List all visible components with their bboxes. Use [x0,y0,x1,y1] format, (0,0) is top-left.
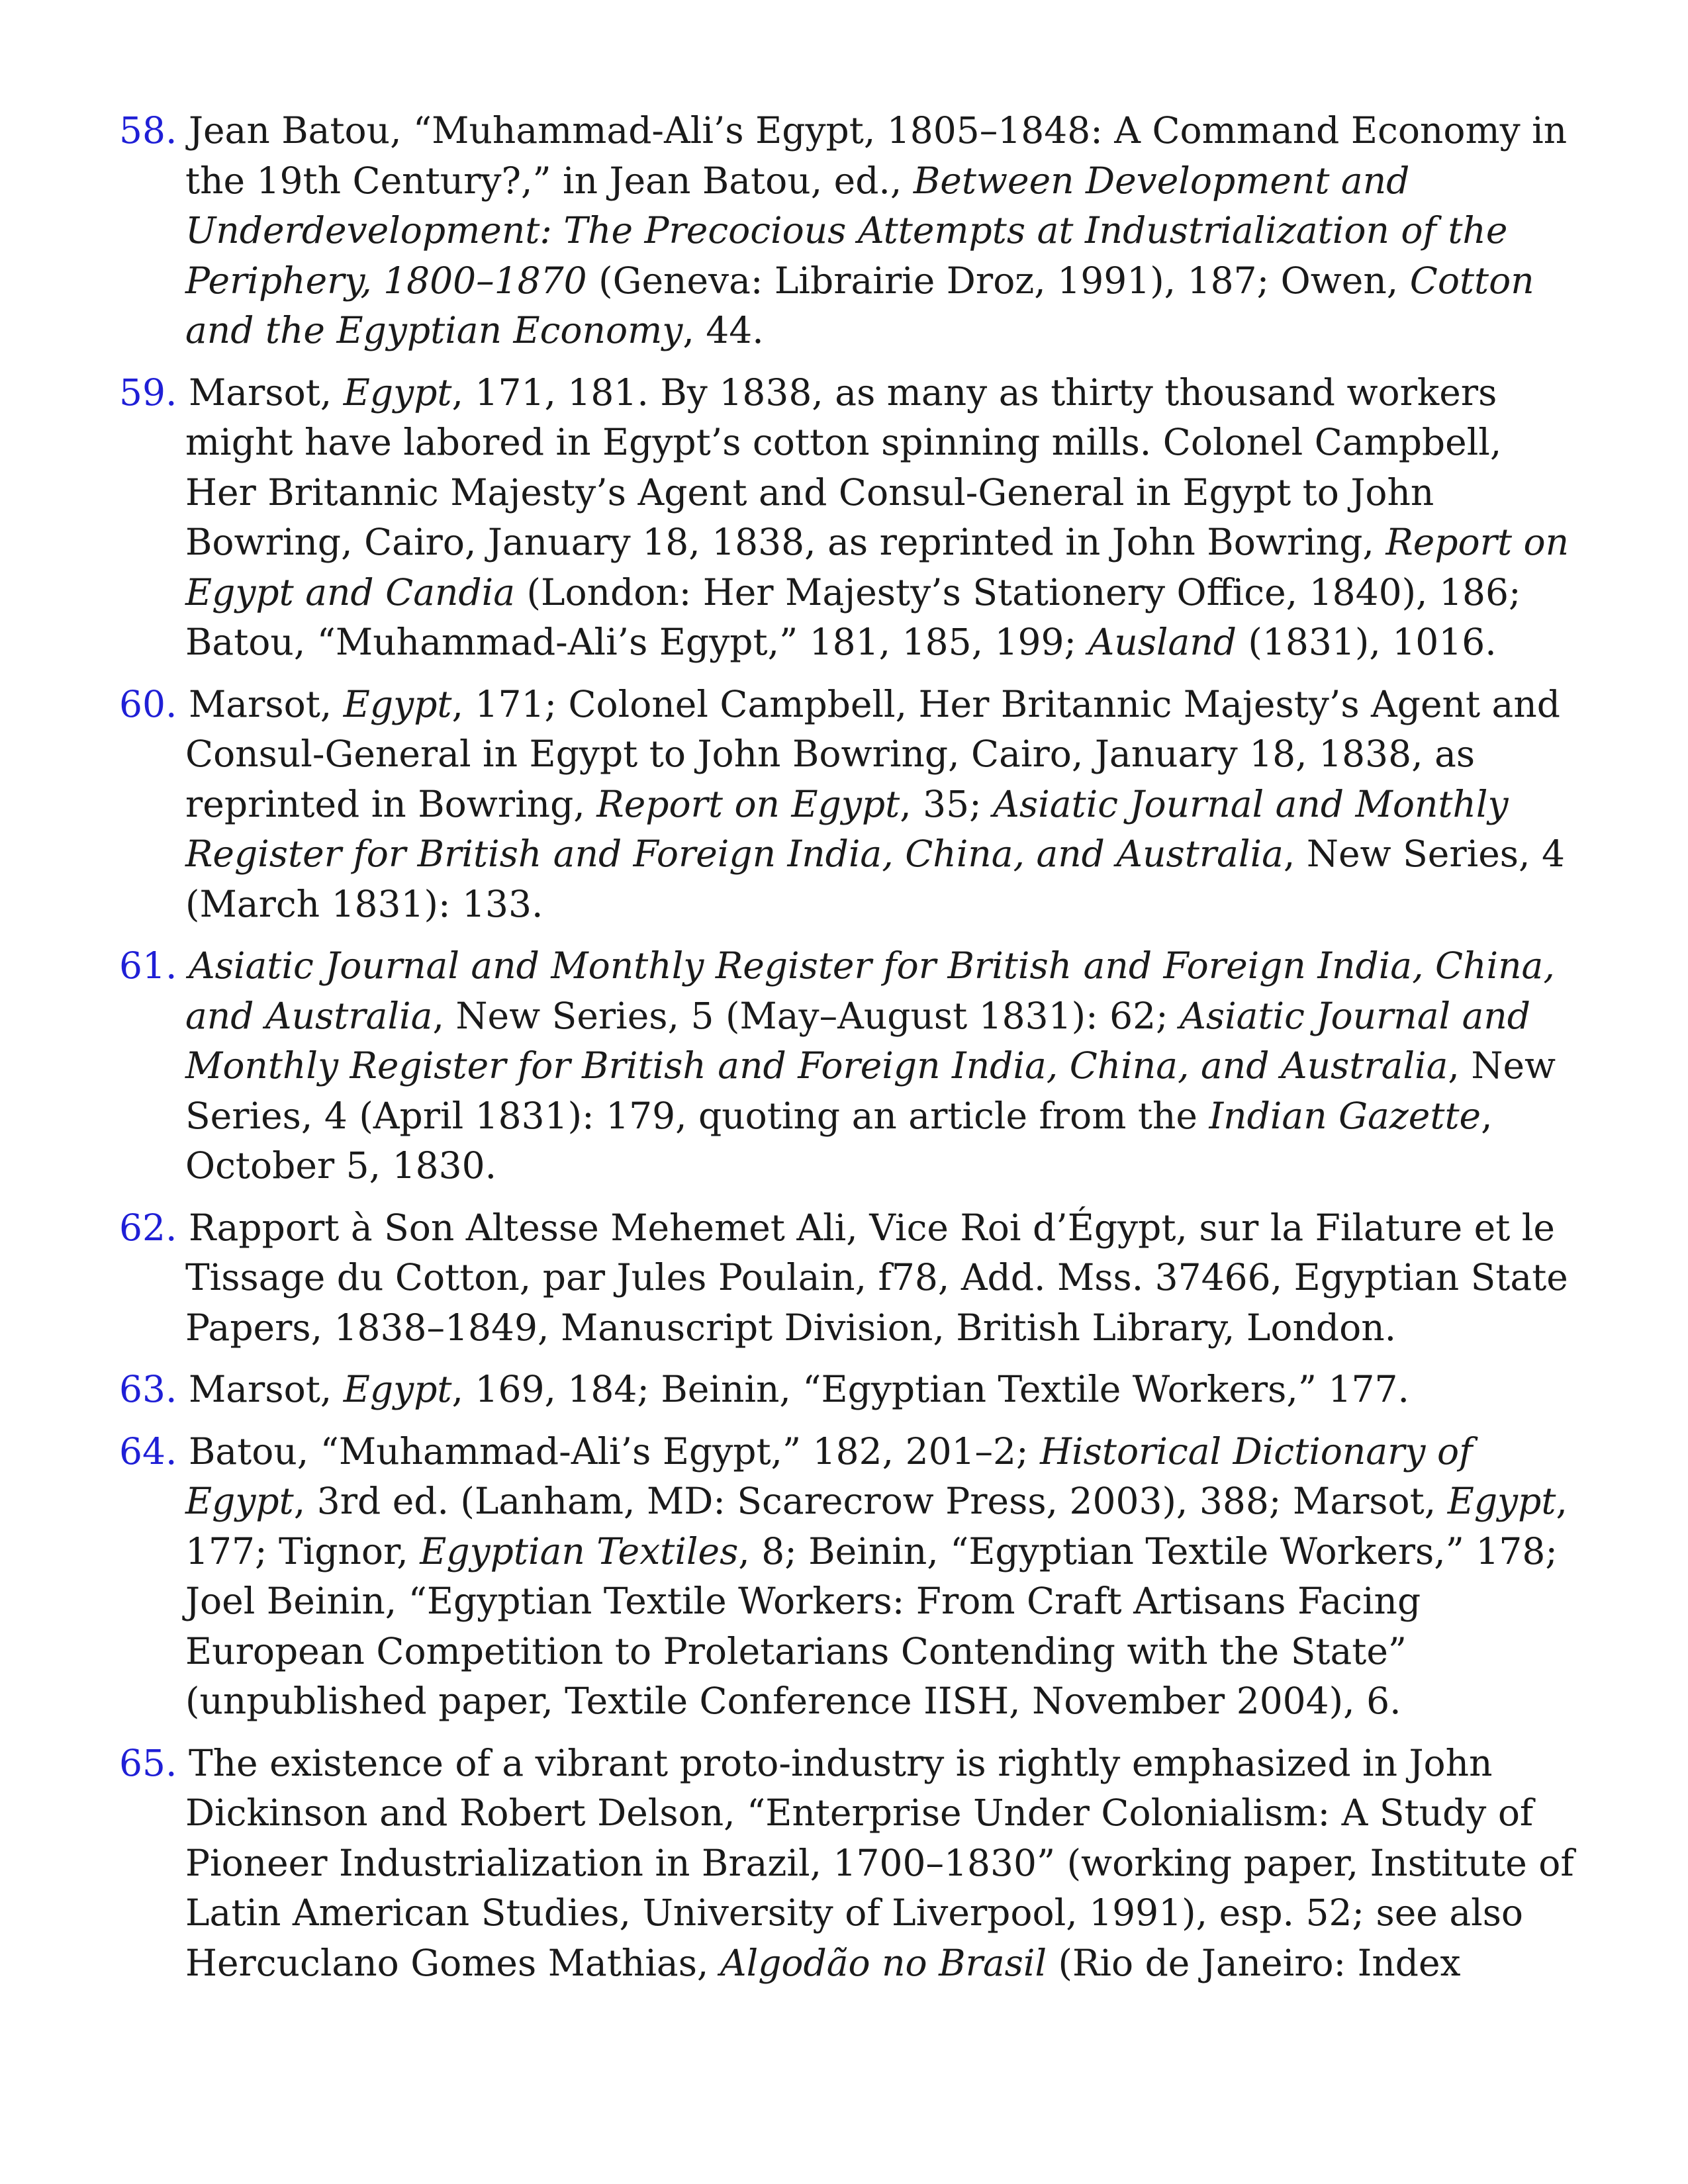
footnote-text: Jean Batou, “Muhammad-Ali’s Egypt, 1805–1848: A Command Economy in the 19th Century?,” in Jean Batou, ed., Between Development and Underdevelopment: The Precocious Attempts at Industrialization of the Periphery, 1800–1870 (Geneva: Librairie Droz, 1991), 187; Owen, Cotton and the Egyptian Economy, 44. [185,109,1568,351]
footnote-text: Marsot, Egypt, 171, 181. By 1838, as many as thirty thousand workers might have labored in Egypt’s cotton spinning mills. Colonel Campbell, Her Britannic Majesty’s Agent and Consul-General in Egypt to John Bowring, Cairo, January 18, 1838, as reprinted in John Bowring, Report on Egypt and Candia (London: Her Majesty’s Stationery Office, 1840), 186; Batou, “Muhammad-Ali’s Egypt,” 181, 185, 199; Ausland (1831), 1016. [185,371,1570,663]
footnotes-page [119,106,1575,2000]
footnote-text: Marsot, Egypt, 169, 184; Beinin, “Egyptian Textile Workers,” 177. [188,1368,1409,1410]
footnote-text: Marsot, Egypt, 171; Colonel Campbell, Her Britannic Majesty’s Agent and Consul-General in Egypt to John Bowring, Cairo, January 18, 1838, as reprinted in Bowring, Report on Egypt, 35; Asiatic Journal and Monthly Register for British and Foreign India, China, and Australia, New Series, 4 (March 1831): 133. [185,682,1565,925]
footnote-59 [119,368,1575,668]
footnote-number[interactable]: 58. [119,109,177,152]
footnote-number[interactable]: 60. [119,682,177,725]
footnote-63 [119,1365,1575,1415]
footnote-number[interactable]: 61. [119,944,177,987]
footnote-60 [119,680,1575,930]
footnote-64 [119,1427,1575,1727]
footnote-text: Batou, “Muhammad-Ali’s Egypt,” 182, 201–2; Historical Dictionary of Egypt, 3rd ed. (Lanham, MD: Scarecrow Press, 2003), 388; Marsot, Egypt, 177; Tignor, Egyptian Textiles, 8; Beinin, “Egyptian Textile Workers,” 178; Joel Beinin, “Egyptian Textile Workers: From Craft Artisans Facing European Competition to Proletarians Contending with the State” (unpublished paper, Textile Conference IISH, November 2004), 6. [185,1430,1568,1722]
footnote-text: The existence of a vibrant proto-industry is rightly emphasized in John Dickinson and Robert Delson, “Enterprise Under Colonialism: A Study of Pioneer Industrialization in Brazil, 1700–1830” (working paper, Institute of Latin American Studies, University of Liverpool, 1991), esp. 52; see also Hercuclano Gomes Mathias, Algodão no Brasil (Rio de Janeiro: Index [185,1741,1574,1984]
footnote-number[interactable]: 65. [119,1741,177,1784]
footnote-61 [119,941,1575,1191]
footnote-text: Rapport à Son Altesse Mehemet Ali, Vice Roi d’Égypt, sur la Filature et le Tissage du Cotton, par Jules Poulain, f78, Add. Mss. 37466, Egyptian State Papers, 1838–1849, Manuscript Division, British Library, London. [185,1206,1568,1349]
footnote-number[interactable]: 63. [119,1368,177,1410]
footnote-number[interactable]: 64. [119,1430,177,1473]
footnote-number[interactable]: 59. [119,371,177,414]
footnote-58 [119,106,1575,356]
footnote-62 [119,1203,1575,1353]
footnote-number[interactable]: 62. [119,1206,177,1249]
footnote-65 [119,1739,1575,1989]
footnote-text: Asiatic Journal and Monthly Register for British and Foreign India, China, and Australia, New Series, 5 (May–August 1831): 62; Asiatic Journal and Monthly Register for British and Foreign India, China, and Australia, New Series, 4 (April 1831): 179, quoting an article from the Indian Gazette, October 5, 1830. [185,944,1556,1187]
